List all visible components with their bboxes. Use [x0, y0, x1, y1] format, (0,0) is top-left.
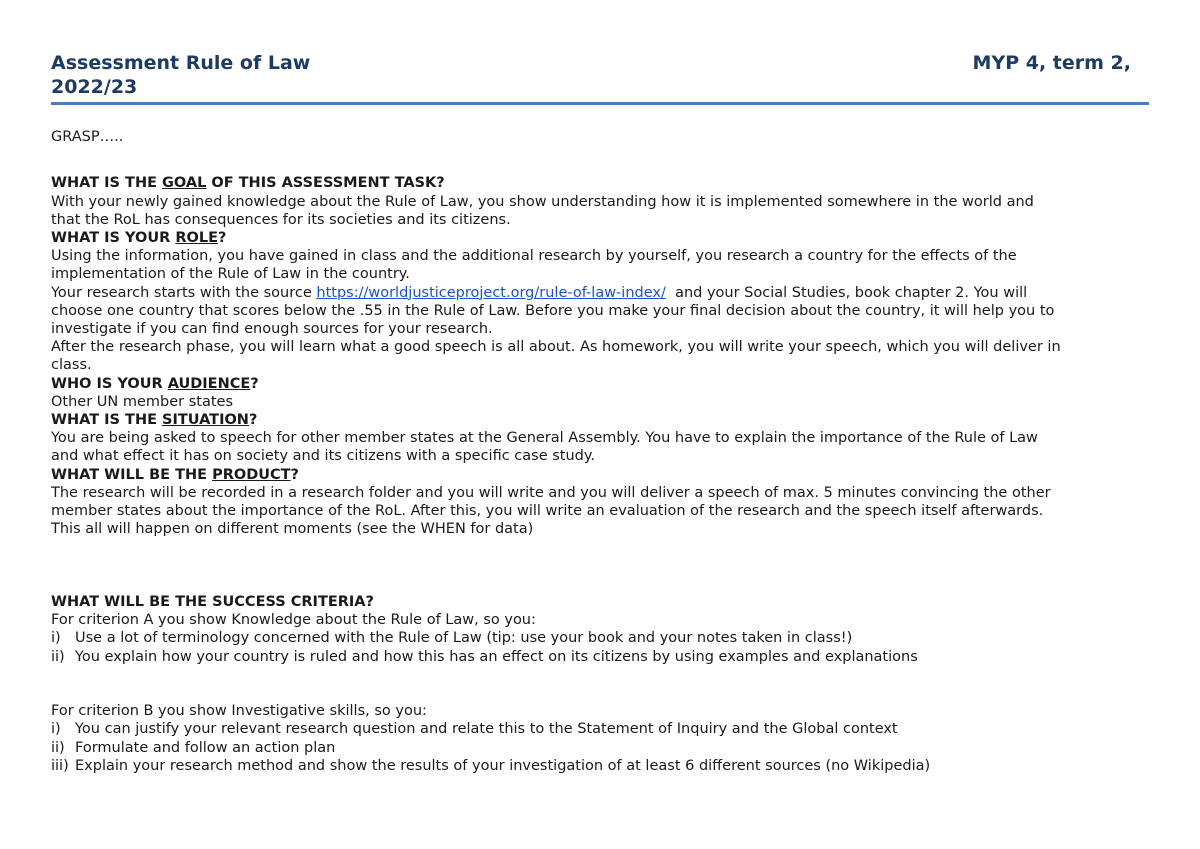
document-header: [51, 0, 1149, 104]
list-item: i) Use a lot of terminology concerned with the Rule of Law (tip: use your book and your notes taken in class!): [51, 630, 853, 647]
situation-text: and what effect it has on society and its citizens with a specific case study.: [51, 448, 595, 465]
goal-text: that the RoL has consequences for its societies and its citizens.: [51, 211, 511, 228]
list-item: i) You can justify your relevant research question and relate this to the Statement of Inquiry and the Global context: [51, 721, 898, 738]
product-text: This all will happen on different moments (see the WHEN for data): [51, 521, 534, 538]
role-text: choose one country that scores below the .55 in the Rule of Law. Before you make your final decision about the country, it will help you to: [51, 302, 1055, 319]
list-item: iii) Explain your research method and show the results of your investigation of at least 6 different sources (no Wikipedia): [51, 757, 931, 774]
document-page: [51, 0, 1149, 775]
product-text: member states about the importance of the RoL. After this, you will write an evaluation of the research and the speech itself afterwards.: [51, 503, 1044, 520]
role-heading: WHAT IS YOUR ROLE?: [51, 230, 227, 246]
product-heading: WHAT WILL BE THE PRODUCT?: [51, 466, 299, 483]
role-text: implementation of the Rule of Law in the country.: [51, 266, 410, 283]
goal-heading: WHAT IS THE GOAL OF THIS ASSESSMENT TASK?: [51, 175, 445, 192]
situation-text: You are being asked to speech for other member states at the General Assembly. You have to explain the importance of the Rule of Law: [51, 430, 1038, 447]
title-line-2: 2022/23: [51, 76, 138, 98]
role-text: Using the information, you have gained in class and the additional research by yourself, you research a country for the effects of the: [51, 248, 1017, 265]
situation-heading: WHAT IS THE SITUATION?: [51, 412, 258, 429]
document-body: [51, 128, 1149, 775]
criterion-b-intro: For criterion B you show Investigative skills, so you:: [51, 703, 427, 720]
criteria-heading: WHAT WILL BE THE SUCCESS CRITERIA?: [51, 594, 374, 611]
rule-of-law-index-link[interactable]: https://worldjusticeproject.org/rule-of-law-index/: [316, 284, 666, 301]
audience-text: Other UN member states: [51, 393, 234, 410]
course-term: MYP 4, term 2,: [972, 52, 1131, 74]
role-text: investigate if you can find enough sources for your research.: [51, 321, 493, 338]
list-item: ii) Formulate and follow an action plan: [51, 739, 336, 756]
product-text: The research will be recorded in a research folder and you will write and you will deliver a speech of max. 5 minutes convincing the other: [51, 484, 1051, 501]
role-source-line: Your research starts with the source https://worldjusticeproject.org/rule-of-law-index/ and your Social Studies, book chapter 2. You will: [51, 284, 1028, 301]
role-text: After the research phase, you will learn what a good speech is all about. As homework, you will write your speech, which you will deliver in: [51, 339, 1061, 356]
criterion-a-intro: For criterion A you show Knowledge about the Rule of Law, so you:: [51, 612, 536, 629]
role-text: class.: [51, 357, 92, 374]
header-divider: [51, 102, 1149, 105]
grasp-label: GRASP…..: [51, 129, 124, 145]
goal-text: With your newly gained knowledge about the Rule of Law, you show understanding how it is implemented somewhere in the world and: [51, 193, 1034, 210]
list-item: ii) You explain how your country is ruled and how this has an effect on its citizens by using examples and explanations: [51, 648, 918, 665]
audience-heading: WHO IS YOUR AUDIENCE?: [51, 375, 259, 392]
document-title: [51, 51, 310, 99]
title-line-1: Assessment Rule of Law: [51, 52, 311, 74]
